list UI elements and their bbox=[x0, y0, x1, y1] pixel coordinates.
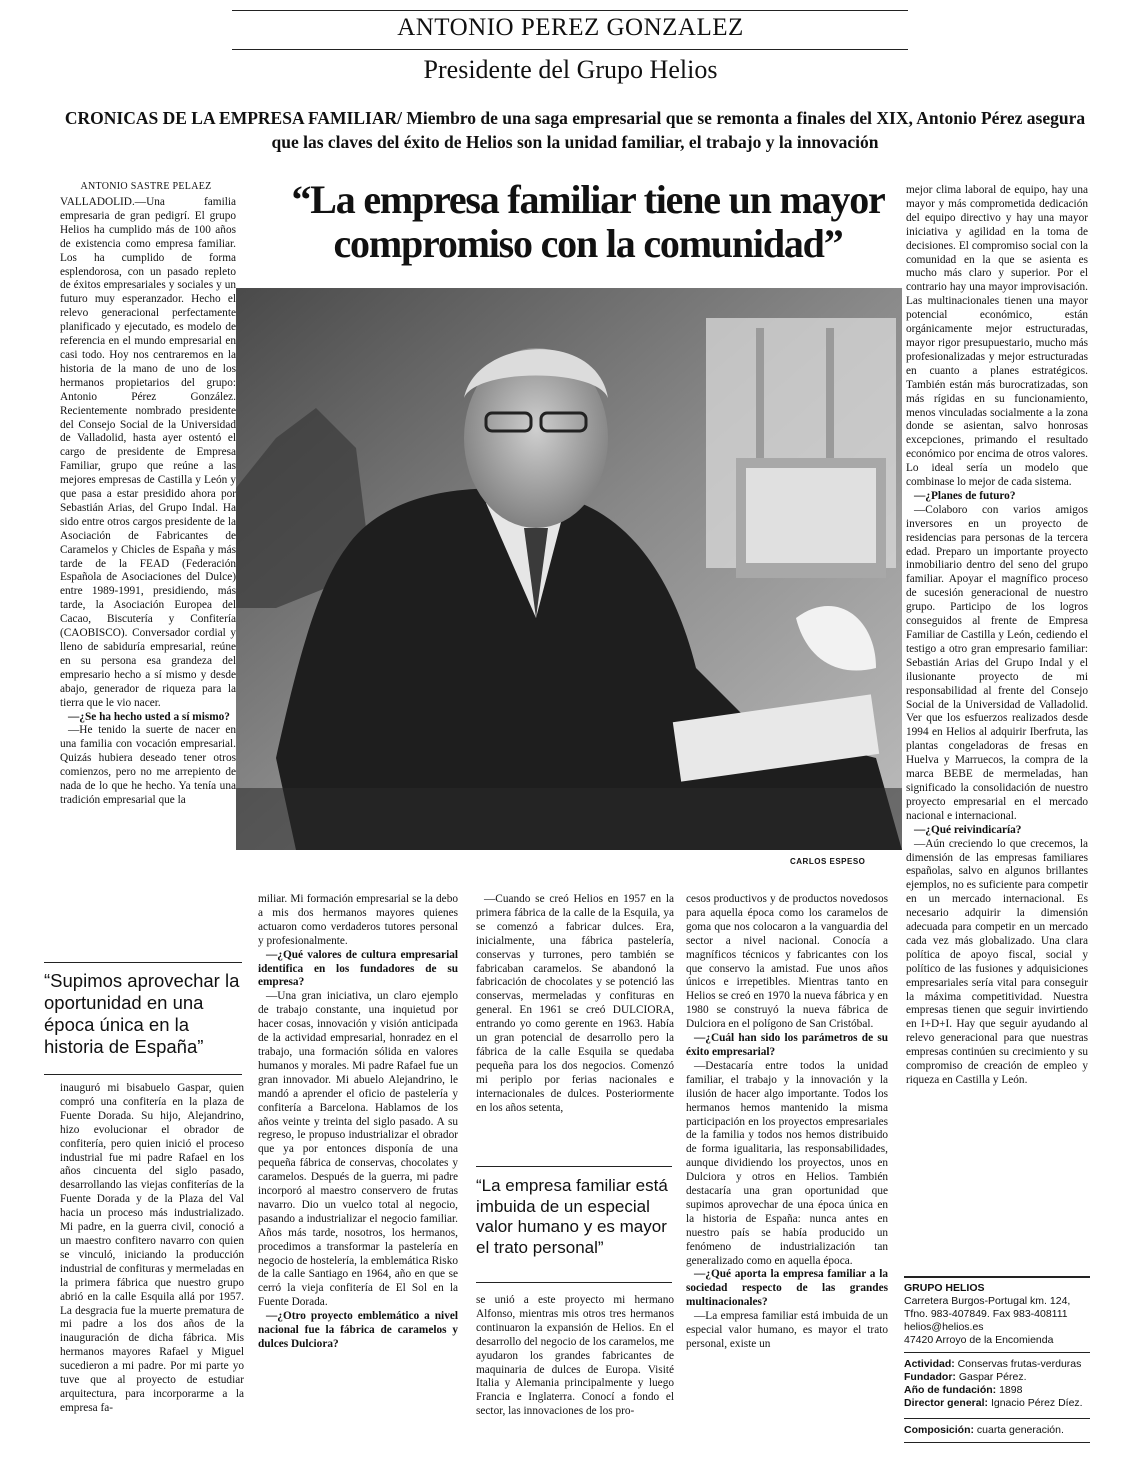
factbox-year-value: 1898 bbox=[996, 1384, 1023, 1396]
factbox-director-value: Ignacio Pérez Díez. bbox=[988, 1397, 1083, 1409]
headline: “La empresa familiar tiene un mayor compromiso con la comunidad” bbox=[291, 177, 885, 266]
intro-column bbox=[60, 196, 236, 946]
column-4 bbox=[686, 893, 888, 1455]
column-3-bottom bbox=[476, 1294, 674, 1454]
right-column bbox=[906, 184, 1088, 1086]
answer: cesos productivos y de productos novedosos para aquella época como los caramelos de goma que nos colocaron a la vanguardia del sector a nivel nacional. Conocía a magníficos técnicos y fabricantes con los que conservo la amistad. Fue unos años únicos e irrepetibles. Mientras tanto en Helios se creó en 1970 la nueva fábrica y en 1980 se construyó la nueva fábrica de Dulciora en el polígono de San Cristóbal. bbox=[686, 893, 888, 1031]
answer: mejor clima laboral de equipo, hay una mayor y más comprometida dedicación del equipo directivo y hay una mayor iniciativa y agilidad en la toma de decisiones. El compromiso social con la comunidad en la que se asienta es mucho más claro y superior. Por el contrario hay una mayor improvisación. Las multinacionales tienen una mayor potencial económico, están orgánicamente mejor estructuradas, mayor rigor presupuestario, mucho más profesionalizadas y mejor estructuradas en cuanto a planes estratégicos. También están más burocratizadas, son más rígidas en su funcionamiento, menos vinculadas socialmente a la zona donde se asientan, salvo honrosas excepciones, primando el resultado económico por encima de otros valores. Lo ideal sería un modelo que combinase lo mejor de cada sistema. bbox=[906, 184, 1088, 489]
question: —¿Qué valores de cultura empresarial identifica en los fundadores de su empresa? bbox=[258, 948, 458, 989]
factbox-details bbox=[904, 1358, 1094, 1410]
factbox-email: helios@helios.es bbox=[904, 1321, 984, 1333]
factbox-founder bbox=[904, 1371, 1094, 1384]
factbox-director-label: Director general: bbox=[904, 1397, 989, 1409]
factbox-composition-value: cuarta generación. bbox=[974, 1424, 1064, 1436]
factbox-phone: Tfno. 983-407849. Fax 983-408111 bbox=[904, 1308, 1068, 1320]
answer: miliar. Mi formación empresarial se la debo a mis dos hermanos mayores quienes actuaron como verdaderos tutores personal y profesionalmente. bbox=[258, 893, 458, 947]
factbox-founder-value: Gaspar Pérez. bbox=[955, 1371, 1027, 1383]
question: —¿Planes de futuro? bbox=[914, 489, 1016, 502]
answer: —Colaboro con varios amigos inversores en un proyecto de residencias para personas de la tercera edad. Preparo un importante proyecto inmobiliario dentro del seno del grupo familiar. Apoyar el magnífico proceso de sucesión generacional de nuestro grupo. Participo de los logros conseguidos al frente de Empresa Familiar de Castilla y León, cediendo el testigo a otro gran empresario familiar: Sebastián Arias del Grupo Indal y el ilusionante proyecto de mi responsabilidad al frente del Consejo Social de la Universidad de Valladolid. Ver que los esfuerzos realizados desde 1994 en Helios al adquirir Iberfruta, las plantas congeladoras de fresas en Huelva y Marruecos, la compra de la marca BEBE de mermeladas, han significado la consolidación de nuestro proyecto empresarial en el mercado nacional e internacional. bbox=[906, 503, 1088, 822]
answer: —La empresa familiar está imbuida de un especial valor humano, es mayor el trato personal, existe un bbox=[686, 1310, 888, 1350]
pull-quote-1: “Supimos aprovechar la oportunidad en una época única en la historia de España” bbox=[44, 970, 240, 1057]
factbox-director bbox=[904, 1397, 1094, 1410]
byline-block bbox=[60, 180, 232, 194]
column-2 bbox=[258, 893, 458, 1453]
answer: inauguró mi bisabuelo Gaspar, quien compró una confitería en la plaza de Fuente Dorada. Su hijo, Alejandrino, hizo evolucionar el obrador de confitería, pero quien inició el proceso industrial fue mi padre Rafael en los años cincuenta del siglo pasado, desarrollando las viejas confiterías de la Fuente Dorada y de la Plaza del Val hacia un proceso más industrializado. Mi padre, en la guerra civil, conoció a un maestro confitero navarro con quien se vinculó, iniciando la producción industrial de confituras y mermeladas en la primera fábrica que nuestro grupo abrió en la calle Esquila allá por 1957. La desgracia fue la muerte prematura de mi padre a los dos años de la inauguración de dicha fábrica. Mis hermanos mayores Rafael y Miguel sucedieron a mi padre. Por mi parte yo tuve que al proyecto de estudiar arquitectura, para incorporarme a la empresa fa- bbox=[60, 1082, 244, 1414]
factbox-composition bbox=[904, 1424, 1094, 1437]
column-1-bottom bbox=[60, 1082, 244, 1452]
factbox-activity-value: Conservas frutas-verduras bbox=[954, 1358, 1082, 1370]
factbox-address: Carretera Burgos-Portugal km. 124, bbox=[904, 1295, 1071, 1307]
column-3-top bbox=[476, 893, 674, 1159]
question: —¿Qué reivindicaría? bbox=[914, 823, 1022, 836]
factbox-year bbox=[904, 1384, 1094, 1397]
answer: —He tenido la suerte de nacer en una familia con vocación empresarial. Quizás hubiera deseado tener otros comienzos, pero no me arrepiento de nada de lo que he hecho. Ya tenía una tradición empresarial que la bbox=[60, 724, 236, 806]
answer: —Destacaría entre todos la unidad familiar, el trabajo y la innovación y la ilusión de hacer algo importante. Todos los hermanos hemos mantenido la misma participación en los proyectos empresariales de la familia y todos nos hemos distribuido de forma igualitaria, las responsabilidades, aunque dividiendo los proyectos, unos en Dulciora y otros en Helios. También destacaría una gran oportunidad que supimos aprovechar de una época única en la historia de España: nunca antes en nuestro país se había producido un fenómeno de industrialización tan generalizado como en aquella época. bbox=[686, 1059, 888, 1267]
factbox-activity bbox=[904, 1358, 1094, 1371]
portrait-photo bbox=[236, 288, 902, 850]
answer: —Aún creciendo lo que crecemos, la dimensión de las empresas familiares españolas, salvo en algunos brillantes ejemplos, no es suficiente para competir en un mercado internacional. Es necesario adquirir la dimensión adecuada para competir en un mercado cada vez más globalizado. Una clara política de apoyo fiscal, social y político de las fusiones y adquisiciones empresariales sería vital para conseguir la máxima competitividad. Nuestra empresas tienen que seguir invirtiendo en I+D+I. Hay que seguir ayudando al relevo generacional para que nuestras empresas continúen su crecimiento y su compromiso de creación de empleo y riqueza en Castilla y León. bbox=[906, 837, 1088, 1086]
interviewee-name: ANTONIO PEREZ GONZALEZ bbox=[397, 14, 744, 41]
answer: —Cuando se creó Helios en 1957 en la primera fábrica de la calle de la Esquila, ya se comenzó a fabricar dulces. Era, inicialmente, una fábrica pastelería, conservas y turrones, pero también se fabricaban caramelos. Se abandonó la fabricación de chocolates y se potenció las conservas, mermeladas y confituras en general. En 1961 se creó DULCIORA, entrando yo como gerente en 1963. Había un gran potencial de desarrollo pero la fábrica de la calle Esquila se quedaba pequeña para los dos negocios. Comenzó mi periplo por ferias nacionales e internacionales de dulces. Posteriormente en los años setenta, bbox=[476, 893, 674, 1114]
photo-credit: CARLOS ESPESO bbox=[790, 857, 866, 866]
factbox-title: GRUPO HELIOS bbox=[904, 1282, 985, 1294]
answer: —Una gran iniciativa, un claro ejemplo de trabajo constante, una inquietud por hacer cosas, innovación y visión anticipada de la actividad empresarial, honradez en el trabajo, una formación sólida en valores humanos y morales. Mi padre Rafael fue un gran innovador. Mi abuelo Alejandrino, le mandó a aprender el oficio de pastelería y confitería a Barcelona. Hablamos de los años veinte y treinta del siglo pasado. A su regreso, le propuso industrializar el obrador que ya por entonces disponía de una pequeña fábrica de conservas, chocolates y caramelos. Después de la guerra, mi padre incorporó al maestro conservero de frutas navarro. Dio un vuelco total al negocio, pasando a industrializar el negocio familiar. Años más tarde, nosotros, los hermanos, procedimos a transformar la pastelería en negocio de hostelería, la emblemática Risko de la calle Santiago en 1964, año en que se cerró la vieja confitería de El Sol en la Fuente Dorada. bbox=[258, 990, 458, 1309]
question: —¿Otro proyecto emblemático a nivel nacional fue la fábrica de caramelos y dulces Dulciora? bbox=[258, 1310, 458, 1350]
factbox-year-label: Año de fundación: bbox=[904, 1384, 997, 1396]
intro-paragraph: VALLADOLID.—Una familia empresaria de gran pedigrí. El grupo Helios ha cumplido más de 100 años de existencia como empresa familiar. Los ha cumplido de forma esplendorosa, con un pasado repleto de éxitos empresariales y sociales y un futuro muy esperanzador. Hecho el relevo generacional perfectamente planificado y ejecutado, es modelo de referencia en el mundo empresarial en casi todo. Hoy nos centraremos en la historia de la mano de uno de los hermanos propietarios del grupo: Antonio Pérez González. Recientemente nombrado presidente del Consejo Social de la Universidad de Valladolid, hasta ayer ostentó el cargo de presidente de Empresa Familiar, grupo que reúne a las mejores empresas de Castilla y León y que pasa a estar presidido ahora por Sebastián Arias, del Grupo Indal. Ha sido entre otros cargos presidente de la Asociación de Fabricantes de Caramelos y Chicles de España y más tarde de la FEAD (Federación Española de Asociaciones del Dulce) entre 1989-1991, presidiendo, más tarde, la Asociación Europea del Cacao, Biscutería y Confitería (CAOBISCO). Conversador cordial y lleno de sabiduría empresarial, reúne en su persona esa grandeza del empresario hecho a sí mismo y desde abajo, generador de riqueza para la tierra que le vio nacer. bbox=[60, 196, 236, 709]
answer: se unió a este proyecto mi hermano Alfonso, mientras mis otros tres hermanos continuaron la expansión de Helios. En el desarrollo del negocio de los caramelos, me ayudaron los grandes fabricantes de maquinaria de dulces de Europa. Visité Italia y Alemania principalmente y luego Francia e Inglaterra. Conocí a fondo el sector, las innovaciones de los pro- bbox=[476, 1294, 674, 1418]
standfirst: CRONICAS DE LA EMPRESA FAMILIAR/ Miembro de una saga empresarial que se remonta a finales del XIX, Antonio Pérez asegura que las claves del éxito de Helios son la unidad familiar, el trabajo y la innovación bbox=[64, 108, 1086, 152]
factbox-city: 47420 Arroyo de la Encomienda bbox=[904, 1334, 1054, 1346]
question: —¿Cuál han sido los parámetros de su éxito empresarial? bbox=[686, 1032, 888, 1058]
question: —¿Qué aporta la empresa familiar a la sociedad respecto de las grandes multinacionales? bbox=[686, 1268, 888, 1309]
portrait-illustration bbox=[236, 288, 902, 850]
factbox-founder-label: Fundador: bbox=[904, 1371, 956, 1383]
byline: ANTONIO SASTRE PELAEZ bbox=[80, 181, 212, 192]
question: —¿Se ha hecho usted a sí mismo? bbox=[68, 710, 230, 723]
factbox-activity-label: Actividad: bbox=[904, 1358, 955, 1370]
factbox bbox=[904, 1282, 1094, 1347]
interviewee-position: Presidente del Grupo Helios bbox=[423, 55, 718, 84]
factbox-composition-label: Composición: bbox=[904, 1424, 974, 1436]
pull-quote-2: “La empresa familiar está imbuida de un especial valor humano y es mayor el trato personal” bbox=[476, 1176, 668, 1257]
